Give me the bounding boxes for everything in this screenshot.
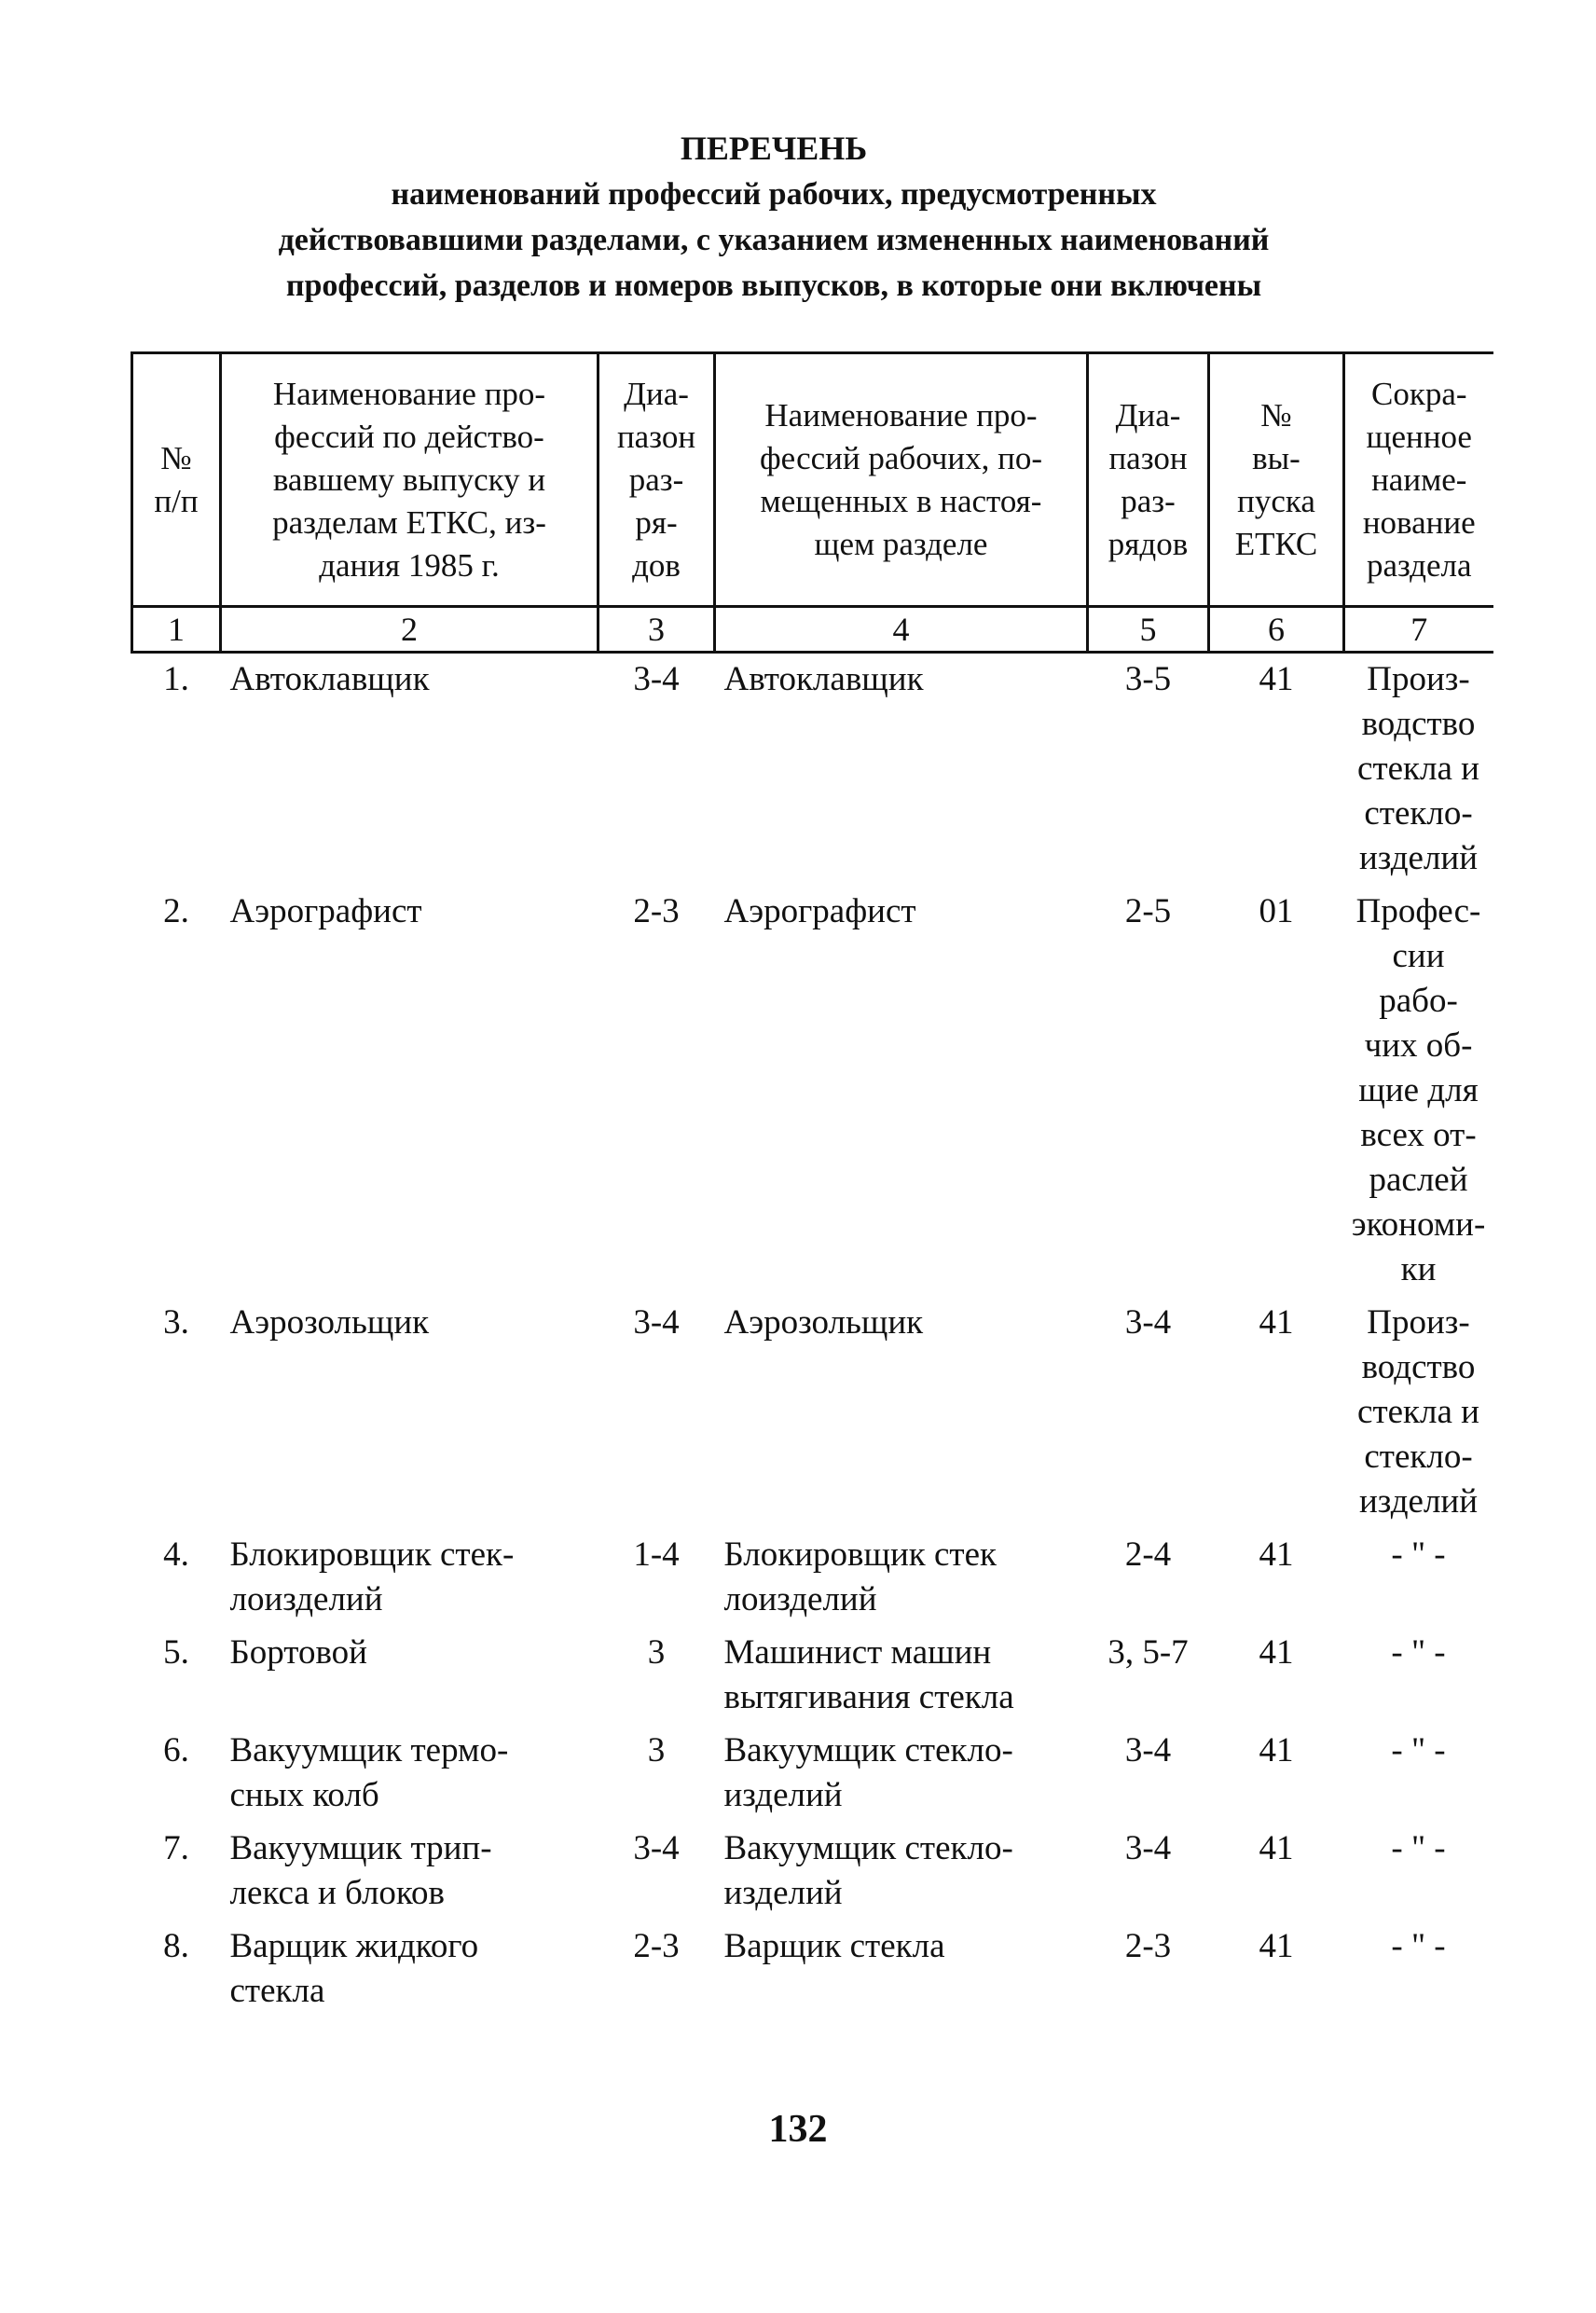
column-number: 6 <box>1209 607 1344 653</box>
section-name <box>1344 1627 1493 1725</box>
header-number <box>132 353 221 607</box>
section-name-line: щие для <box>1358 1071 1479 1109</box>
header-line: разделам ЕТКС, из- <box>272 503 546 541</box>
table-row <box>132 1297 1493 1529</box>
page-number: 132 <box>768 2108 828 2151</box>
old-range: 2-3 <box>633 1927 680 1965</box>
section-name <box>1344 1921 1493 2018</box>
section-name-line: раслей <box>1369 1161 1468 1199</box>
new-profession-name-line: Блокировщик стек <box>723 1535 997 1574</box>
table-header-row <box>132 353 1493 607</box>
old-range: 3-4 <box>633 1303 680 1342</box>
row-number: 1. <box>163 660 189 698</box>
old-profession-name <box>221 1921 598 2018</box>
header-line: вы- <box>1252 439 1300 476</box>
section-name-line: стекло- <box>1364 794 1473 833</box>
header-line: мещенных в настоя- <box>760 482 1042 519</box>
old-profession-name-line: лоизделий <box>229 1580 383 1618</box>
column-number: 7 <box>1344 607 1493 653</box>
section-name-line: водство <box>1361 705 1476 743</box>
row-number: 7. <box>163 1829 189 1867</box>
table-row <box>132 886 1493 1297</box>
row-number: 4. <box>163 1535 189 1574</box>
header-new-name <box>715 353 1088 607</box>
old-profession-name-line: Бортовой <box>229 1633 367 1672</box>
new-profession-name-line: лоизделий <box>723 1580 877 1618</box>
old-profession-name <box>221 1529 598 1627</box>
header-line: раздела <box>1366 546 1472 584</box>
header-line: № <box>1260 396 1292 434</box>
new-range: 3, 5-7 <box>1108 1633 1189 1672</box>
old-profession-name-line: Блокировщик стек- <box>229 1535 515 1574</box>
header-line: наиме- <box>1371 461 1467 498</box>
old-profession-name <box>221 1823 598 1921</box>
header-line: нование <box>1362 503 1476 541</box>
old-profession-name-line: Аэрографист <box>229 892 422 930</box>
old-range: 1-4 <box>633 1535 680 1574</box>
old-range: 3 <box>647 1633 666 1672</box>
column-number: 4 <box>715 607 1088 653</box>
old-profession-name-line: лекса и блоков <box>229 1874 445 1912</box>
section-name-line: Произ- <box>1367 1303 1470 1342</box>
document-title <box>93 126 1454 309</box>
new-range: 3-4 <box>1124 1829 1172 1867</box>
new-profession-name-line: Вакуумщик стекло- <box>723 1731 1013 1769</box>
header-line: Наименование про- <box>764 396 1038 434</box>
header-line: пазон <box>1108 439 1188 476</box>
header-line: фессий по действо- <box>274 418 544 455</box>
new-profession-name-line: Варщик стекла <box>723 1927 945 1965</box>
header-line: Диа- <box>1115 396 1181 434</box>
header-line: дания 1985 г. <box>319 546 500 584</box>
header-section <box>1344 353 1493 607</box>
section-name-line: сии рабо- <box>1379 937 1458 1020</box>
section-name-line: Профес- <box>1355 892 1481 930</box>
old-range: 2-3 <box>633 892 680 930</box>
table-row <box>132 1823 1493 1921</box>
header-line: рядов <box>1108 525 1189 562</box>
header-line: дов <box>632 546 681 584</box>
header-line: Диа- <box>624 375 689 412</box>
column-number: 1 <box>132 607 221 653</box>
section-name-line: экономи- <box>1351 1205 1486 1244</box>
header-line: Наименование про- <box>272 375 546 412</box>
header-line: пазон <box>616 418 696 455</box>
column-number: 3 <box>598 607 715 653</box>
row-number: 8. <box>163 1927 189 1965</box>
old-range: 3-4 <box>633 1829 680 1867</box>
column-number: 2 <box>221 607 598 653</box>
new-range: 2-5 <box>1124 892 1172 930</box>
section-name-line: - " - <box>1391 1633 1446 1672</box>
new-profession-name-line: Автоклавщик <box>723 660 924 698</box>
column-number: 5 <box>1088 607 1209 653</box>
header-line: пуска <box>1237 482 1315 519</box>
section-name <box>1344 1529 1493 1627</box>
old-profession-name <box>221 886 598 1297</box>
new-range: 3-4 <box>1124 1731 1172 1769</box>
new-profession-name <box>715 653 1088 887</box>
section-name-line: изделий <box>1358 839 1479 877</box>
header-line: раз- <box>1121 482 1176 519</box>
section-name <box>1344 1725 1493 1823</box>
header-old-name <box>221 353 598 607</box>
header-line: п/п <box>154 482 199 519</box>
header-line: вавшему выпуску и <box>272 461 546 498</box>
section-name <box>1344 1297 1493 1529</box>
new-profession-name <box>715 1823 1088 1921</box>
new-profession-name <box>715 1725 1088 1823</box>
header-line: раз- <box>628 461 684 498</box>
new-range: 3-4 <box>1124 1303 1172 1342</box>
row-number: 6. <box>163 1731 189 1769</box>
new-profession-name-line: Машинист машин <box>723 1633 992 1672</box>
old-profession-name-line: Вакуумщик трип- <box>229 1829 492 1867</box>
header-line: фессий рабочих, по- <box>759 439 1043 476</box>
issue-number: 41 <box>1259 1927 1294 1965</box>
row-number: 5. <box>163 1633 189 1672</box>
section-name-line: водство <box>1361 1348 1476 1386</box>
table-row <box>132 1627 1493 1725</box>
old-profession-name-line: Вакуумщик термо- <box>229 1731 509 1769</box>
old-profession-name-line: Варщик жидкого <box>229 1927 479 1965</box>
new-profession-name-line: изделий <box>723 1874 843 1912</box>
old-profession-name <box>221 1297 598 1529</box>
new-profession-name-line: изделий <box>723 1776 843 1814</box>
title-line-3: действовавшими разделами, с указанием измененных наименований <box>278 223 1270 257</box>
column-number-row <box>132 607 1493 653</box>
new-range: 2-4 <box>1124 1535 1172 1574</box>
header-line: ря- <box>635 503 678 541</box>
section-name-line: всех от- <box>1360 1116 1477 1154</box>
table-row <box>132 1725 1493 1823</box>
issue-number: 41 <box>1259 1535 1294 1574</box>
section-name-line: ки <box>1400 1250 1437 1288</box>
header-line: № <box>160 439 192 476</box>
section-name-line: - " - <box>1391 1731 1446 1769</box>
section-name-line: стекла и <box>1357 1393 1479 1431</box>
row-number: 3. <box>163 1303 189 1342</box>
section-name-line: чих об- <box>1364 1026 1473 1065</box>
new-range: 3-5 <box>1124 660 1172 698</box>
header-issue <box>1209 353 1344 607</box>
old-range: 3 <box>647 1731 666 1769</box>
section-name <box>1344 1823 1493 1921</box>
new-profession-name <box>715 1529 1088 1627</box>
section-name-line: - " - <box>1391 1927 1446 1965</box>
section-name-line: Произ- <box>1367 660 1470 698</box>
old-profession-name-line: сных колб <box>229 1776 379 1814</box>
old-profession-name <box>221 653 598 887</box>
new-profession-name-line: Аэрографист <box>723 892 916 930</box>
new-profession-name-line: Вакуумщик стекло- <box>723 1829 1013 1867</box>
issue-number: 41 <box>1259 660 1294 698</box>
table-body <box>132 653 1493 2019</box>
table-row <box>132 653 1493 887</box>
old-profession-name <box>221 1627 598 1725</box>
old-profession-name <box>221 1725 598 1823</box>
section-name <box>1344 886 1493 1297</box>
section-name-line: - " - <box>1391 1535 1446 1574</box>
old-profession-name-line: Аэрозольщик <box>229 1303 430 1342</box>
section-name-line: изделий <box>1358 1482 1479 1521</box>
header-line: щенное <box>1366 418 1472 455</box>
table-row <box>132 1921 1493 2018</box>
section-name-line: стекла и <box>1357 750 1479 788</box>
new-profession-name <box>715 1921 1088 2018</box>
section-name <box>1344 653 1493 887</box>
header-line: щем разделе <box>814 525 988 562</box>
new-range: 2-3 <box>1124 1927 1172 1965</box>
title-line-2: наименований профессий рабочих, предусмотренных <box>391 177 1157 212</box>
old-range: 3-4 <box>633 660 680 698</box>
header-line: ЕТКС <box>1234 525 1318 562</box>
row-number: 2. <box>163 892 189 930</box>
title-line-4: профессий, разделов и номеров выпусков, в которые они включены <box>285 268 1262 303</box>
professions-table <box>131 351 1493 2018</box>
table-row <box>132 1529 1493 1627</box>
new-profession-name <box>715 1627 1088 1725</box>
section-name-line: стекло- <box>1364 1438 1473 1476</box>
old-profession-name-line: стекла <box>229 1972 325 2010</box>
new-profession-name-line: вытягивания стекла <box>723 1678 1014 1716</box>
title-line-1: ПЕРЕЧЕНЬ <box>680 130 868 167</box>
section-name-line: - " - <box>1391 1829 1446 1867</box>
issue-number: 41 <box>1259 1731 1294 1769</box>
new-profession-name-line: Аэрозольщик <box>723 1303 924 1342</box>
old-profession-name-line: Автоклавщик <box>229 660 430 698</box>
header-new-range <box>1088 353 1209 607</box>
issue-number: 41 <box>1259 1633 1294 1672</box>
new-profession-name <box>715 886 1088 1297</box>
header-old-range <box>598 353 715 607</box>
new-profession-name <box>715 1297 1088 1529</box>
issue-number: 41 <box>1259 1303 1294 1342</box>
header-line: Сокра- <box>1370 375 1467 412</box>
issue-number: 01 <box>1259 892 1294 930</box>
issue-number: 41 <box>1259 1829 1294 1867</box>
